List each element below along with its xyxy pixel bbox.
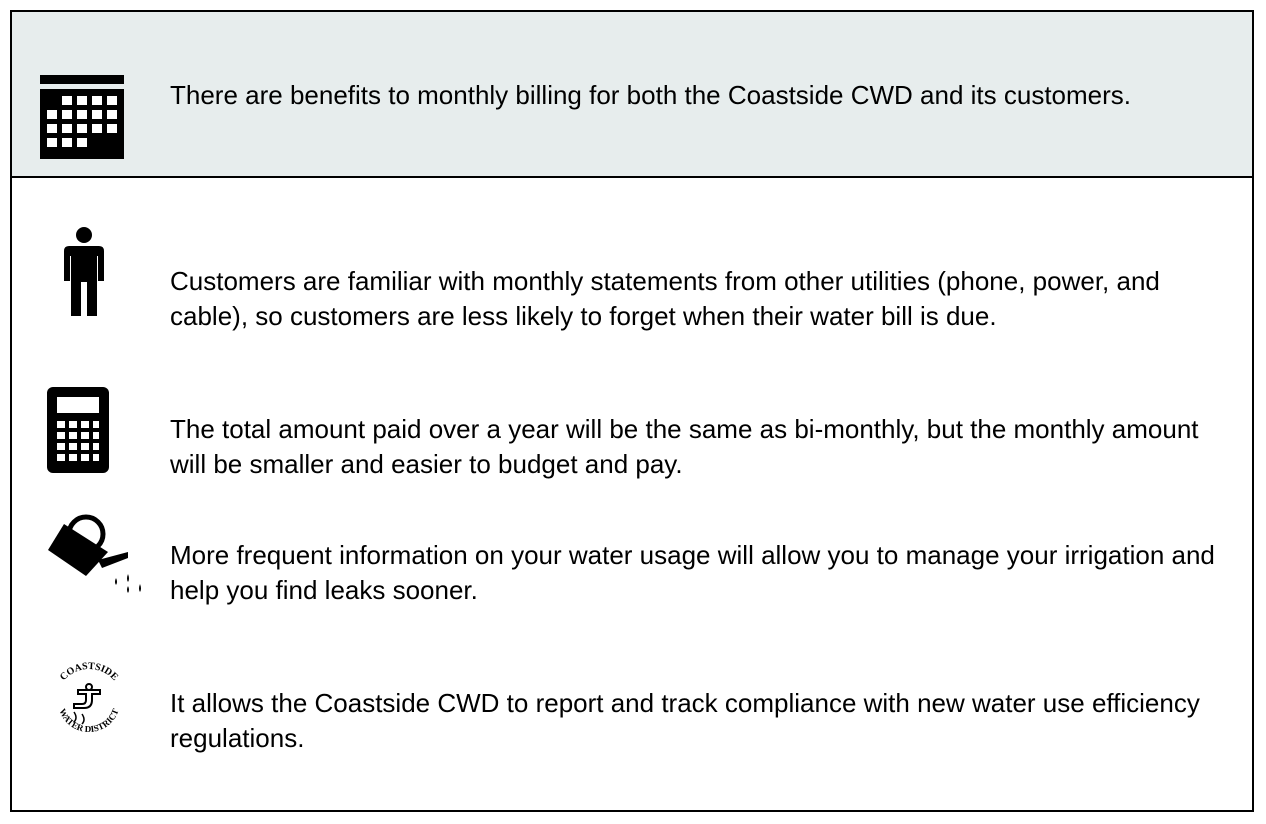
svg-text:WATER DISTRICT: WATER DISTRICT [57, 707, 121, 735]
person-icon [62, 226, 106, 318]
header-row [12, 12, 1252, 178]
benefit-text: It allows the Coastside CWD to report and track compliance with new water use efficiency regulations. [170, 688, 1200, 753]
benefit-text: The total amount paid over a year will be the same as bi-monthly, but the monthly amount will be smaller and easier to budget and pay. [170, 414, 1199, 479]
watering-can-icon [46, 512, 146, 598]
header-text: There are benefits to monthly billing for both the Coastside CWD and its customers. [170, 80, 1131, 110]
benefits-panel [10, 10, 1254, 812]
svg-text:COASTSIDE: COASTSIDE [57, 660, 121, 683]
benefit-text: Customers are familiar with monthly statements from other utilities (phone, power, and cable), so customers are less likely to forget when their water bill is due. [170, 266, 1160, 331]
coastside-water-district-logo [44, 660, 134, 740]
calculator-icon [47, 387, 109, 473]
calendar-icon [40, 75, 124, 159]
benefit-text: More frequent information on your water usage will allow you to manage your irrigation and help you find leaks sooner. [170, 540, 1215, 605]
